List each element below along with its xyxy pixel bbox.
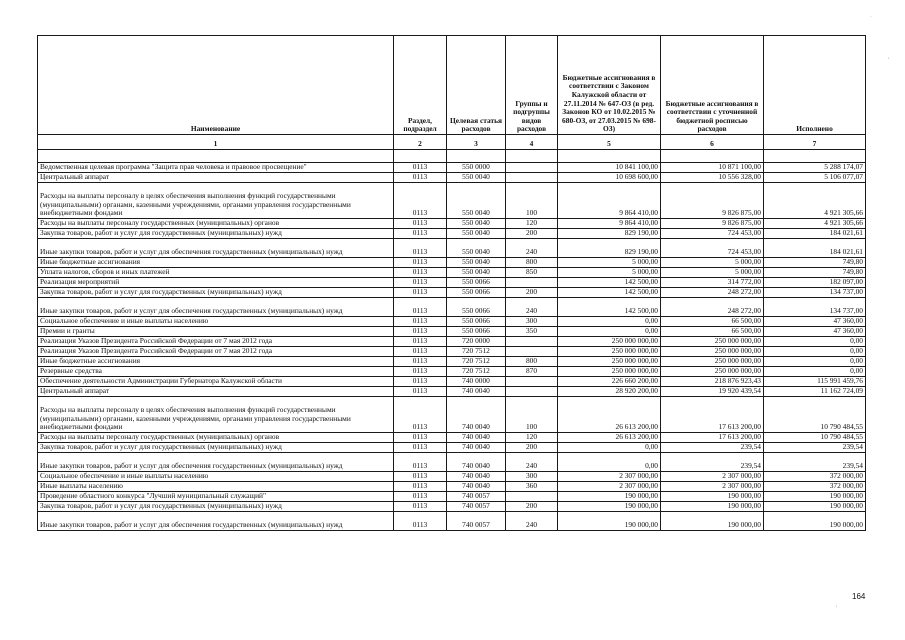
cell-name: Закупка товаров, работ и услуг для государственных (муниципальных) нужд (38, 443, 394, 453)
cell-group: 100 (506, 183, 558, 219)
cell-law: 190 000,00 (558, 492, 661, 502)
cell-done: 190 000,00 (764, 492, 866, 502)
cell-group (506, 278, 558, 288)
cell-law: 9 864 410,00 (558, 183, 661, 219)
cell-law: 0,00 (558, 443, 661, 453)
cell-law: 0,00 (558, 327, 661, 337)
cell-refined: 724 453,00 (661, 229, 764, 239)
cell-target: 740 0000 (447, 377, 506, 387)
cell-law: 0,00 (558, 453, 661, 472)
cell-group: 240 (506, 453, 558, 472)
column-numbers-row (38, 135, 866, 150)
cell-refined: 66 500,00 (661, 317, 764, 327)
cell-section: 0113 (394, 347, 447, 357)
cell-law: 26 613 200,00 (558, 433, 661, 443)
cell-done: 4 921 305,66 (764, 219, 866, 229)
cell-done: 115 991 459,76 (764, 377, 866, 387)
cell-target: 550 0040 (447, 258, 506, 268)
cell-name: Расходы на выплаты персоналу в целях обеспечения выполнения функций государственными (муниципальными) органами, казенными учреждениями, органами управления государственными внебюджетными фондами (38, 397, 394, 433)
cell-done: 134 737,00 (764, 298, 866, 317)
table-row (38, 173, 866, 183)
cell-refined: 190 000,00 (661, 512, 764, 531)
table-row (38, 472, 866, 482)
cell-group (506, 492, 558, 502)
cell-refined: 190 000,00 (661, 492, 764, 502)
cell-group: 800 (506, 258, 558, 268)
table-row (38, 502, 866, 512)
cell-name: Уплата налогов, сборов и иных платежей (38, 268, 394, 278)
cell-done: 749,80 (764, 268, 866, 278)
cell-law: 829 190,00 (558, 229, 661, 239)
cell-done: 5 106 077,07 (764, 173, 866, 183)
cell-name: Иные закупки товаров, работ и услуг для обеспечения государственных (муниципальных) нужд (38, 239, 394, 258)
cell-group: 300 (506, 472, 558, 482)
cell-target: 740 0040 (447, 482, 506, 492)
table-row (38, 327, 866, 337)
cell-law: 250 000 000,00 (558, 347, 661, 357)
table-row (38, 387, 866, 397)
cell-refined: 2 307 000,00 (661, 472, 764, 482)
header-group: Группы и подгруппы видов расходов (506, 36, 558, 135)
cell-done: 239,54 (764, 453, 866, 472)
cell-target: 550 0040 (447, 229, 506, 239)
cell-law: 142 500,00 (558, 278, 661, 288)
cell-section: 0113 (394, 387, 447, 397)
cell-done: 0,00 (764, 347, 866, 357)
table-row (38, 258, 866, 268)
cell-law: 190 000,00 (558, 502, 661, 512)
cell-refined: 239,54 (661, 453, 764, 472)
cell-law: 5 000,00 (558, 258, 661, 268)
cell-group (506, 387, 558, 397)
cell-section: 0113 (394, 397, 447, 433)
cell-name: Расходы на выплаты персоналу государственных (муниципальных) органов (38, 219, 394, 229)
column-number: 3 (447, 135, 506, 150)
cell-done: 0,00 (764, 357, 866, 367)
cell-group: 100 (506, 397, 558, 433)
budget-table (37, 35, 866, 531)
cell-law: 250 000 000,00 (558, 337, 661, 347)
cell-name: Иные выплаты населению (38, 482, 394, 492)
cell-refined: 248 272,00 (661, 288, 764, 298)
cell-group: 360 (506, 482, 558, 492)
cell-law: 28 920 200,00 (558, 387, 661, 397)
cell-group (506, 377, 558, 387)
cell-target: 740 0040 (447, 453, 506, 472)
cell-refined: 17 613 200,00 (661, 433, 764, 443)
cell-done: 372 000,00 (764, 482, 866, 492)
cell-section: 0113 (394, 317, 447, 327)
cell-law: 5 000,00 (558, 268, 661, 278)
cell-law: 829 190,00 (558, 239, 661, 258)
cell-section: 0113 (394, 219, 447, 229)
cell-refined: 250 000 000,00 (661, 357, 764, 367)
cell-target: 550 0000 (447, 163, 506, 173)
cell-group: 200 (506, 229, 558, 239)
cell-name: Обеспечение деятельности Администрации Губернатора Калужской области (38, 377, 394, 387)
cell-name: Премии и гранты (38, 327, 394, 337)
cell-done: 184 021,61 (764, 229, 866, 239)
cell-law: 9 864 410,00 (558, 219, 661, 229)
cell-refined: 17 613 200,00 (661, 397, 764, 433)
cell-section: 0113 (394, 512, 447, 531)
cell-refined: 239,54 (661, 443, 764, 453)
table-row (38, 443, 866, 453)
table-row (38, 377, 866, 387)
cell-refined: 314 772,00 (661, 278, 764, 288)
header-done: Исполнено (764, 36, 866, 135)
table-row (38, 163, 866, 173)
cell-group (506, 163, 558, 173)
cell-group: 200 (506, 502, 558, 512)
cell-section: 0113 (394, 453, 447, 472)
cell-section: 0113 (394, 239, 447, 258)
cell-law: 190 000,00 (558, 512, 661, 531)
column-number: 7 (764, 135, 866, 150)
cell-section: 0113 (394, 229, 447, 239)
cell-refined: 5 000,00 (661, 258, 764, 268)
cell-section: 0113 (394, 492, 447, 502)
cell-name: Расходы на выплаты персоналу в целях обеспечения выполнения функций государственными (муниципальными) органами, казенными учреждениями, органами управления государственными внебюджетными фондами (38, 183, 394, 219)
table-row (38, 219, 866, 229)
cell-refined: 66 500,00 (661, 327, 764, 337)
cell-group: 240 (506, 239, 558, 258)
header-law: Бюджетные ассигнования в соответствии с Законом Калужской области от 27.11.2014 № 647-ОЗ (в ред. Законов КО от 10.02.2015 № 680-ОЗ, от 27.03.2015 № 698-ОЗ) (558, 36, 661, 135)
table-row (38, 239, 866, 258)
cell-done: 239,54 (764, 443, 866, 453)
cell-done: 190 000,00 (764, 502, 866, 512)
cell-refined: 2 307 000,00 (661, 482, 764, 492)
table-row (38, 278, 866, 288)
column-number: 4 (506, 135, 558, 150)
spacer-row (38, 150, 866, 163)
cell-name: Центральный аппарат (38, 173, 394, 183)
cell-name: Закупка товаров, работ и услуг для государственных (муниципальных) нужд (38, 502, 394, 512)
scan-mark: · (870, 14, 872, 20)
scan-mark: ' (888, 58, 890, 64)
cell-target: 550 0040 (447, 183, 506, 219)
cell-refined: 9 826 875,00 (661, 219, 764, 229)
cell-name: Реализация мероприятий (38, 278, 394, 288)
cell-target: 550 0040 (447, 268, 506, 278)
cell-target: 550 0066 (447, 288, 506, 298)
table-row (38, 298, 866, 317)
column-number: 2 (394, 135, 447, 150)
cell-law: 142 500,00 (558, 298, 661, 317)
cell-section: 0113 (394, 268, 447, 278)
table-row (38, 317, 866, 327)
cell-name: Социальное обеспечение и иные выплаты населению (38, 317, 394, 327)
cell-target: 740 0057 (447, 502, 506, 512)
header-name: Наименование (38, 36, 394, 135)
cell-section: 0113 (394, 327, 447, 337)
cell-group: 240 (506, 512, 558, 531)
cell-refined: 250 000 000,00 (661, 347, 764, 357)
cell-target: 740 0040 (447, 472, 506, 482)
cell-refined: 218 876 923,43 (661, 377, 764, 387)
cell-law: 142 500,00 (558, 288, 661, 298)
header-target: Целевая статья расходов (447, 36, 506, 135)
cell-done: 10 790 484,55 (764, 397, 866, 433)
cell-name: Реализация Указов Президента Российской Федерации от 7 мая 2012 года (38, 347, 394, 357)
cell-section: 0113 (394, 298, 447, 317)
cell-name: Иные закупки товаров, работ и услуг для обеспечения государственных (муниципальных) нужд (38, 298, 394, 317)
cell-group (506, 173, 558, 183)
cell-group: 350 (506, 327, 558, 337)
column-number: 6 (661, 135, 764, 150)
cell-done: 0,00 (764, 337, 866, 347)
cell-target: 720 7512 (447, 357, 506, 367)
cell-refined: 5 000,00 (661, 268, 764, 278)
cell-done: 11 162 724,09 (764, 387, 866, 397)
cell-section: 0113 (394, 163, 447, 173)
cell-group: 850 (506, 268, 558, 278)
cell-section: 0113 (394, 337, 447, 347)
cell-section: 0113 (394, 472, 447, 482)
cell-section: 0113 (394, 278, 447, 288)
cell-section: 0113 (394, 502, 447, 512)
cell-group: 870 (506, 367, 558, 377)
cell-refined: 9 826 875,00 (661, 183, 764, 219)
column-number: 1 (38, 135, 394, 150)
cell-section: 0113 (394, 183, 447, 219)
cell-done: 10 790 484,55 (764, 433, 866, 443)
cell-name: Расходы на выплаты персоналу государственных (муниципальных) органов (38, 433, 394, 443)
cell-done: 190 000,00 (764, 512, 866, 531)
table-row (38, 367, 866, 377)
table-row (38, 482, 866, 492)
cell-name: Социальное обеспечение и иные выплаты населению (38, 472, 394, 482)
cell-name: Центральный аппарат (38, 387, 394, 397)
cell-section: 0113 (394, 482, 447, 492)
table-row (38, 433, 866, 443)
cell-group: 200 (506, 288, 558, 298)
table-row (38, 183, 866, 219)
table-row (38, 268, 866, 278)
cell-name: Иные закупки товаров, работ и услуг для обеспечения государственных (муниципальных) нужд (38, 453, 394, 472)
cell-name: Иные бюджетные ассигнования (38, 357, 394, 367)
cell-section: 0113 (394, 367, 447, 377)
cell-section: 0113 (394, 357, 447, 367)
cell-section: 0113 (394, 173, 447, 183)
cell-law: 250 000 000,00 (558, 367, 661, 377)
cell-done: 134 737,00 (764, 288, 866, 298)
cell-group: 240 (506, 298, 558, 317)
cell-done: 5 288 174,07 (764, 163, 866, 173)
cell-target: 550 0040 (447, 173, 506, 183)
cell-section: 0113 (394, 377, 447, 387)
cell-name: Закупка товаров, работ и услуг для государственных (муниципальных) нужд (38, 288, 394, 298)
table-row (38, 492, 866, 502)
cell-group: 120 (506, 219, 558, 229)
header-row (38, 36, 866, 135)
cell-refined: 190 000,00 (661, 502, 764, 512)
cell-target: 550 0066 (447, 298, 506, 317)
cell-law: 250 000 000,00 (558, 357, 661, 367)
budget-table-body (38, 36, 866, 531)
header-section: Раздел, подраздел (394, 36, 447, 135)
cell-name: Проведение областного конкурса "Лучший муниципальный служащий" (38, 492, 394, 502)
cell-name: Закупка товаров, работ и услуг для государственных (муниципальных) нужд (38, 229, 394, 239)
table-row (38, 347, 866, 357)
cell-target: 550 0066 (447, 327, 506, 337)
cell-law: 26 613 200,00 (558, 397, 661, 433)
cell-section: 0113 (394, 433, 447, 443)
table-row (38, 397, 866, 433)
cell-name: Ведомственная целевая программа "Защита прав человека и правовое просвещение" (38, 163, 394, 173)
cell-group: 800 (506, 357, 558, 367)
cell-done: 372 000,00 (764, 472, 866, 482)
table-row (38, 453, 866, 472)
cell-target: 740 0057 (447, 492, 506, 502)
cell-target: 550 0040 (447, 239, 506, 258)
cell-done: 47 360,00 (764, 317, 866, 327)
cell-refined: 250 000 000,00 (661, 337, 764, 347)
cell-refined: 248 272,00 (661, 298, 764, 317)
cell-group (506, 347, 558, 357)
cell-done: 4 921 305,66 (764, 183, 866, 219)
cell-target: 720 7512 (447, 347, 506, 357)
cell-target: 740 0040 (447, 387, 506, 397)
cell-done: 0,00 (764, 367, 866, 377)
cell-done: 182 097,00 (764, 278, 866, 288)
cell-target: 740 0057 (447, 512, 506, 531)
cell-target: 720 0000 (447, 337, 506, 347)
cell-target: 550 0066 (447, 317, 506, 327)
cell-target: 550 0040 (447, 219, 506, 229)
cell-refined: 724 453,00 (661, 239, 764, 258)
scan-mark: ' (836, 606, 838, 612)
cell-group: 300 (506, 317, 558, 327)
cell-law: 226 660 200,00 (558, 377, 661, 387)
cell-group: 120 (506, 433, 558, 443)
cell-section: 0113 (394, 288, 447, 298)
cell-law: 2 307 000,00 (558, 482, 661, 492)
cell-law: 2 307 000,00 (558, 472, 661, 482)
cell-name: Резервные средства (38, 367, 394, 377)
header-refined: Бюджетные ассигнования в соответствии с уточненной бюджетной росписью расходов (661, 36, 764, 135)
cell-law: 10 841 100,00 (558, 163, 661, 173)
cell-target: 720 7512 (447, 367, 506, 377)
cell-target: 740 0040 (447, 443, 506, 453)
cell-refined: 19 920 439,54 (661, 387, 764, 397)
cell-group: 200 (506, 443, 558, 453)
table-row (38, 357, 866, 367)
budget-sheet (37, 35, 865, 531)
cell-group (506, 337, 558, 347)
cell-target: 550 0066 (447, 278, 506, 288)
cell-section: 0113 (394, 443, 447, 453)
cell-refined: 250 000 000,00 (661, 367, 764, 377)
cell-law: 10 698 600,00 (558, 173, 661, 183)
cell-refined: 10 871 100,00 (661, 163, 764, 173)
cell-done: 749,80 (764, 258, 866, 268)
cell-name: Иные бюджетные ассигнования (38, 258, 394, 268)
column-number: 5 (558, 135, 661, 150)
table-row (38, 288, 866, 298)
table-row (38, 512, 866, 531)
cell-name: Реализация Указов Президента Российской Федерации от 7 мая 2012 года (38, 337, 394, 347)
cell-target: 740 0040 (447, 397, 506, 433)
table-row (38, 229, 866, 239)
cell-done: 184 021,61 (764, 239, 866, 258)
page-number: 164 (852, 592, 866, 601)
cell-law: 0,00 (558, 317, 661, 327)
cell-target: 740 0040 (447, 433, 506, 443)
table-row (38, 337, 866, 347)
cell-refined: 10 556 328,00 (661, 173, 764, 183)
cell-done: 47 360,00 (764, 327, 866, 337)
cell-section: 0113 (394, 258, 447, 268)
cell-name: Иные закупки товаров, работ и услуг для обеспечения государственных (муниципальных) нужд (38, 512, 394, 531)
